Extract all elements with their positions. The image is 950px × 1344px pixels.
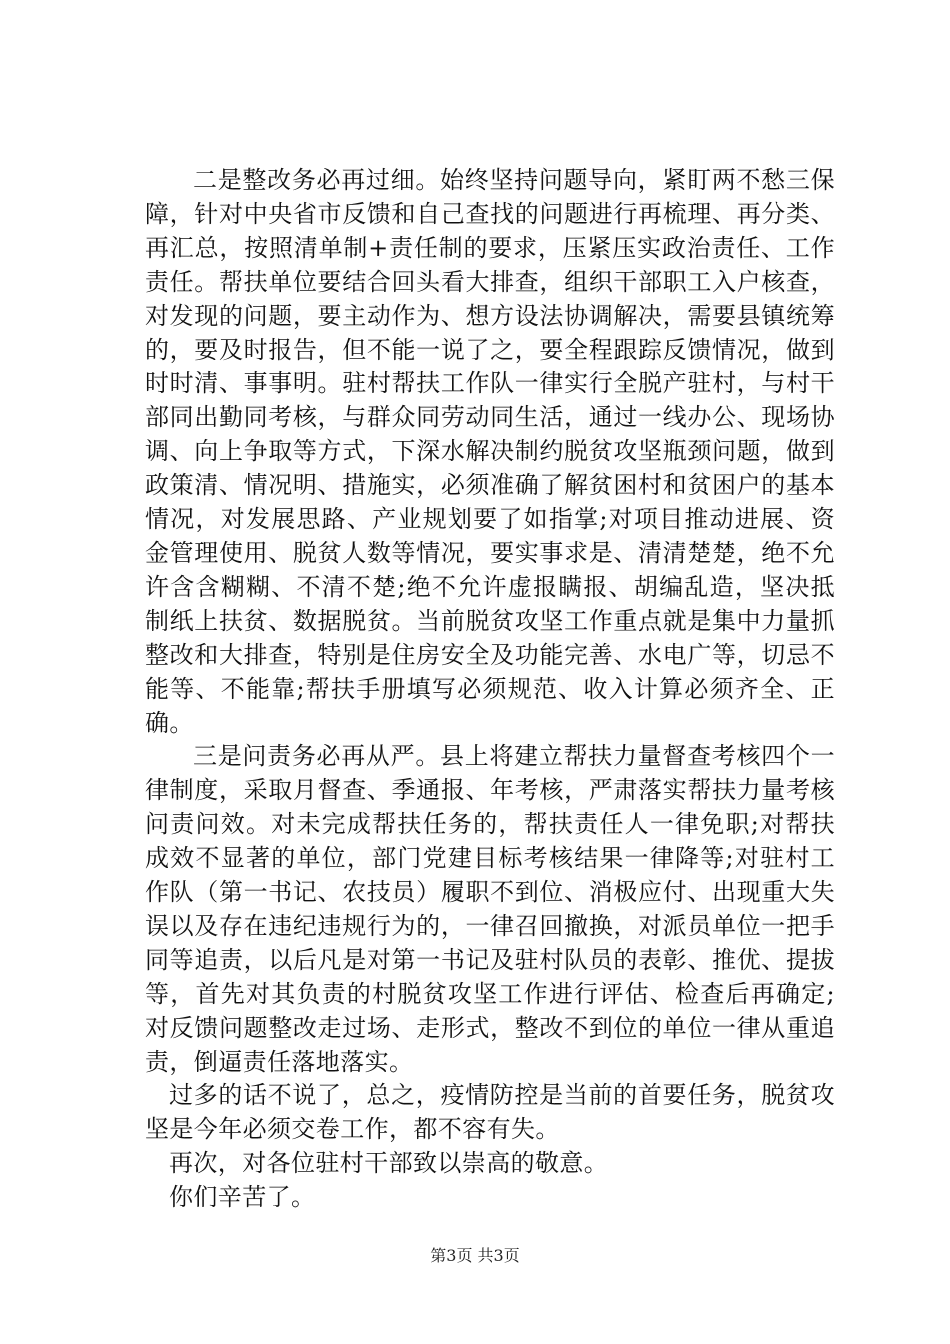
paragraph-summary: 过多的话不说了，总之，疫情防控是当前的首要任务，脱贫攻坚是今年必须交卷工作，都不容有失。 — [145, 1081, 835, 1144]
paragraph-respect: 再次，对各位驻村干部致以崇高的敬意。 — [169, 1149, 609, 1178]
paragraph-rectification: 二是整改务必再过细。始终坚持问题导向，紧盯两不愁三保障，针对中央省市反馈和自己查找的问题进行再梳理、再分类、再汇总，按照清单制+责任制的要求，压紧压实政治责任、工作责任。帮扶单位要结合回头看大排查，组织干部职工入户核查，对发现的问题，要主动作为、想方设法协调解决，需要县镇统筹的，要及时报告，但不能一说了之，要全程跟踪反馈情况，做到时时清、事事明。驻村帮扶工作队一律实行全脱产驻村，与村干部同出勤同考核，与群众同劳动同生活，通过一线办公、现场协调、向上争取等方式，下深水解决制约脱贫攻坚瓶颈问题，做到政策清、情况明、措施实，必须准确了解贫困村和贫困户的基本情况，对发展思路、产业规划要了如指掌;对项目推动进展、资金管理使用、脱贫人数等情况，要实事求是、清清楚楚，绝不允许含含糊糊、不清不楚;绝不允许虚报瞒报、胡编乱造，坚决抵制纸上扶贫、数据脱贫。当前脱贫攻坚工作重点就是集中力量抓整改和大排查，特别是住房安全及功能完善、水电广等，切忌不能等、不能靠;帮扶手册填写必须规范、收入计算必须齐全、正确。 — [145, 166, 835, 737]
page-number-footer: 第3页 共3页 — [430, 1246, 520, 1265]
paragraph-closing: 你们辛苦了。 — [169, 1183, 316, 1212]
paragraph-accountability: 三是问责务必再从严。县上将建立帮扶力量督查考核四个一律制度，采取月督查、季通报、年考核，严肃落实帮扶力量考核问责问效。对未完成帮扶任务的，帮扶责任人一律免职;对帮扶成效不显著的单位，部门党建目标考核结果一律降等;对驻村工作队（第一书记、农技员）履职不到位、消极应付、出现重大失误以及存在违纪违规行为的，一律召回撤换，对派员单位一把手同等追责，以后凡是对第一书记及驻村队员的表彰、推优、提拔等，首先对其负责的村脱贫攻坚工作进行评估、检查后再确定;对反馈问题整改走过场、走形式，整改不到位的单位一律从重追责，倒逼责任落地落实。 — [145, 742, 835, 1076]
document-body — [145, 164, 835, 1215]
